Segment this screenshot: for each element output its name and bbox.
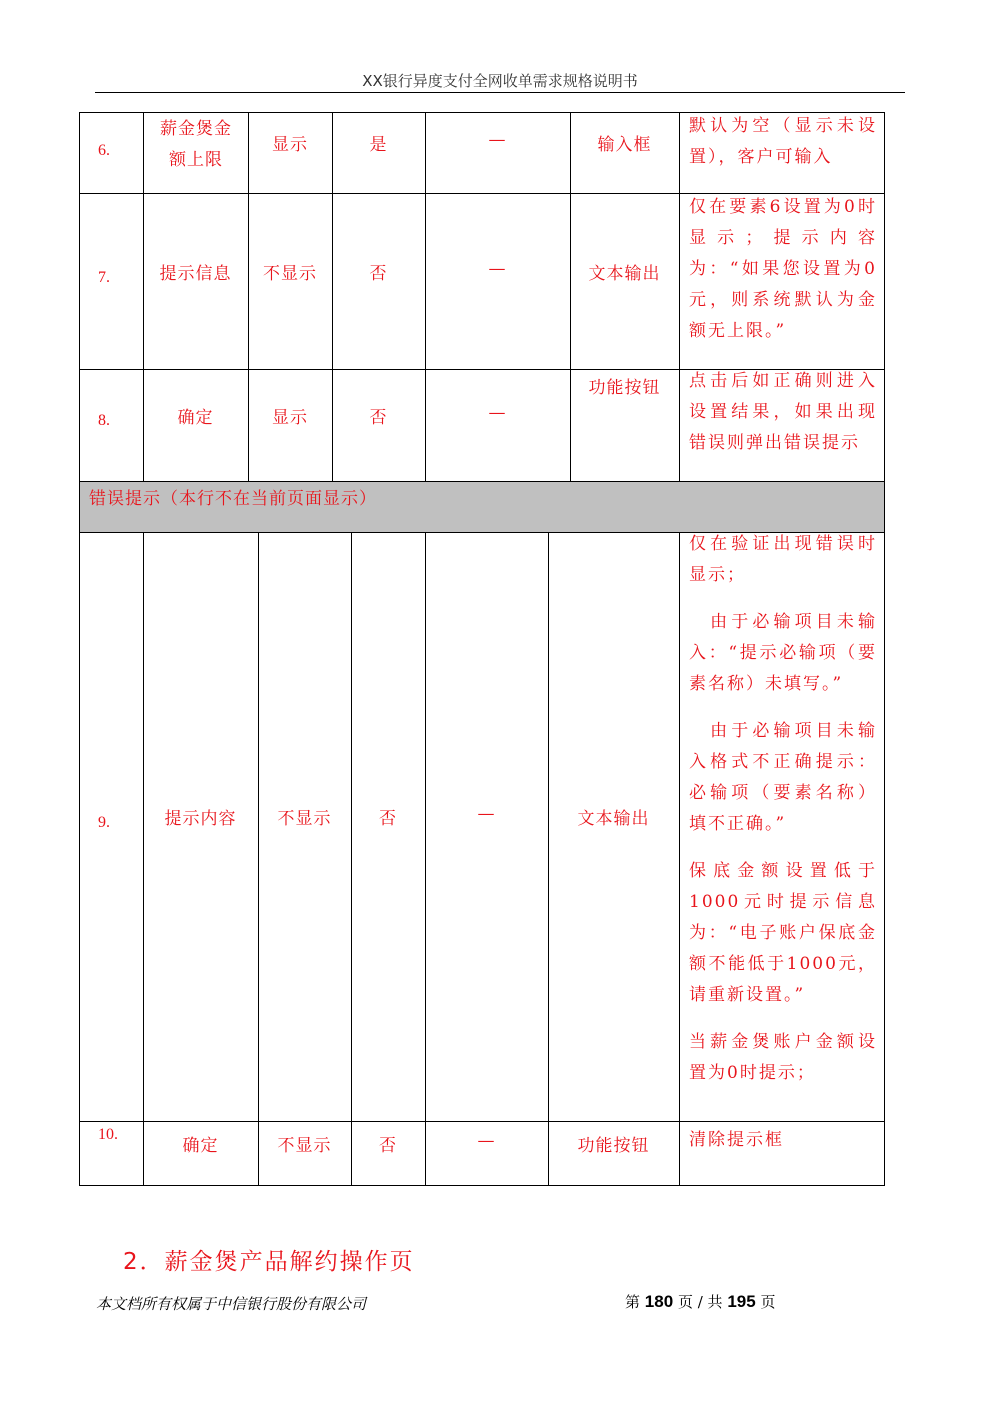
row-number: 6.: [98, 142, 110, 159]
field-description: [689, 111, 877, 189]
page-current: 180: [644, 1292, 674, 1311]
field-type: 输入框: [597, 135, 652, 155]
description-paragraph: 当薪金煲账户金额设置为0时提示；: [689, 1032, 877, 1083]
col-divider: [351, 532, 352, 1186]
col-divider: [258, 532, 259, 1186]
col-divider: [143, 532, 144, 1186]
col-divider: [548, 532, 549, 1186]
col-divider: [679, 532, 680, 1186]
row-divider: [79, 1121, 885, 1122]
description-paragraph: 仅在验证出现错误时显示；: [689, 534, 877, 585]
field-type: 功能按钮: [577, 1136, 650, 1156]
section-heading: 2．薪金煲产品解约操作页: [123, 1249, 415, 1275]
display-flag: 不显示: [277, 1136, 332, 1156]
length-value: —: [488, 259, 507, 279]
row-number: 10.: [98, 1126, 118, 1143]
page-prefix: 第: [625, 1293, 641, 1311]
row-number: 8.: [98, 412, 110, 429]
document-header-title: XX银行异度支付全网收单需求规格说明书: [362, 72, 638, 90]
page-total: 195: [727, 1292, 756, 1311]
length-value: —: [477, 1131, 496, 1151]
field-name: 提示信息: [159, 264, 232, 284]
col-divider: [425, 112, 426, 482]
length-value: —: [488, 403, 507, 423]
field-type: 文本输出: [577, 809, 650, 829]
description-paragraph: 保底金额设置低于1000元时提示信息为：“电子账户保底金额不能低于1000元，请重新设置。”: [689, 861, 877, 1005]
table-border-right: [884, 112, 885, 1186]
field-type: 文本输出: [588, 264, 661, 284]
description-paragraph: 清除提示框: [689, 1130, 784, 1150]
description-paragraph: 默认为空（显示未设置），客户可输入: [689, 116, 877, 167]
display-flag: 显示: [272, 135, 308, 155]
field-name-line: 额上限: [169, 150, 223, 170]
description-paragraph: 由于必输项目未输入格式不正确提示：必输项（要素名称）填不正确。”: [689, 721, 877, 834]
display-flag: 显示: [272, 408, 308, 428]
length-value: —: [477, 804, 496, 824]
display-flag: 不显示: [277, 809, 332, 829]
length-value: —: [488, 130, 507, 150]
col-divider: [570, 112, 571, 482]
table-border-left: [79, 112, 80, 1186]
footer-copyright: 本文档所有权属于中信银行股份有限公司: [96, 1295, 367, 1313]
field-name-line: 薪金煲金: [160, 119, 232, 139]
required-flag: 否: [369, 408, 388, 428]
footer-page-number: [625, 1291, 776, 1312]
error-section-label: 错误提示（本行不在当前页面显示）: [89, 489, 377, 509]
field-type: 功能按钮: [588, 378, 661, 398]
field-name: 确定: [177, 408, 214, 428]
description-paragraph: 仅在要素6设置为0时显示；提示内容为：“如果您设置为0元，则系统默认为金额无上限。”: [689, 197, 877, 341]
header-rule: [95, 92, 905, 93]
required-flag: 否: [369, 264, 388, 284]
description-paragraph: 点击后如正确则进入设置结果，如果出现错误则弹出错误提示: [689, 371, 877, 453]
table-border-bottom: [79, 1185, 885, 1186]
required-flag: 否: [379, 1136, 397, 1156]
row-number: 7.: [98, 269, 110, 286]
display-flag: 不显示: [263, 264, 317, 284]
field-description: [689, 529, 877, 1105]
field-description: [689, 192, 877, 363]
required-flag: 否: [379, 809, 397, 829]
page-suffix: 页: [760, 1293, 776, 1311]
row-number: 9.: [98, 814, 110, 831]
col-divider: [679, 112, 680, 482]
field-name: 提示内容: [164, 809, 237, 829]
field-name: [148, 114, 244, 176]
required-flag: 是: [369, 135, 388, 155]
col-divider: [425, 532, 426, 1186]
field-name: 确定: [182, 1136, 219, 1156]
page-mid: 页 / 共: [677, 1293, 723, 1311]
field-description: [689, 1125, 877, 1172]
field-description: [689, 366, 877, 475]
description-paragraph: 由于必输项目未输入：“提示必输项（要素名称）未填写。”: [689, 612, 877, 694]
